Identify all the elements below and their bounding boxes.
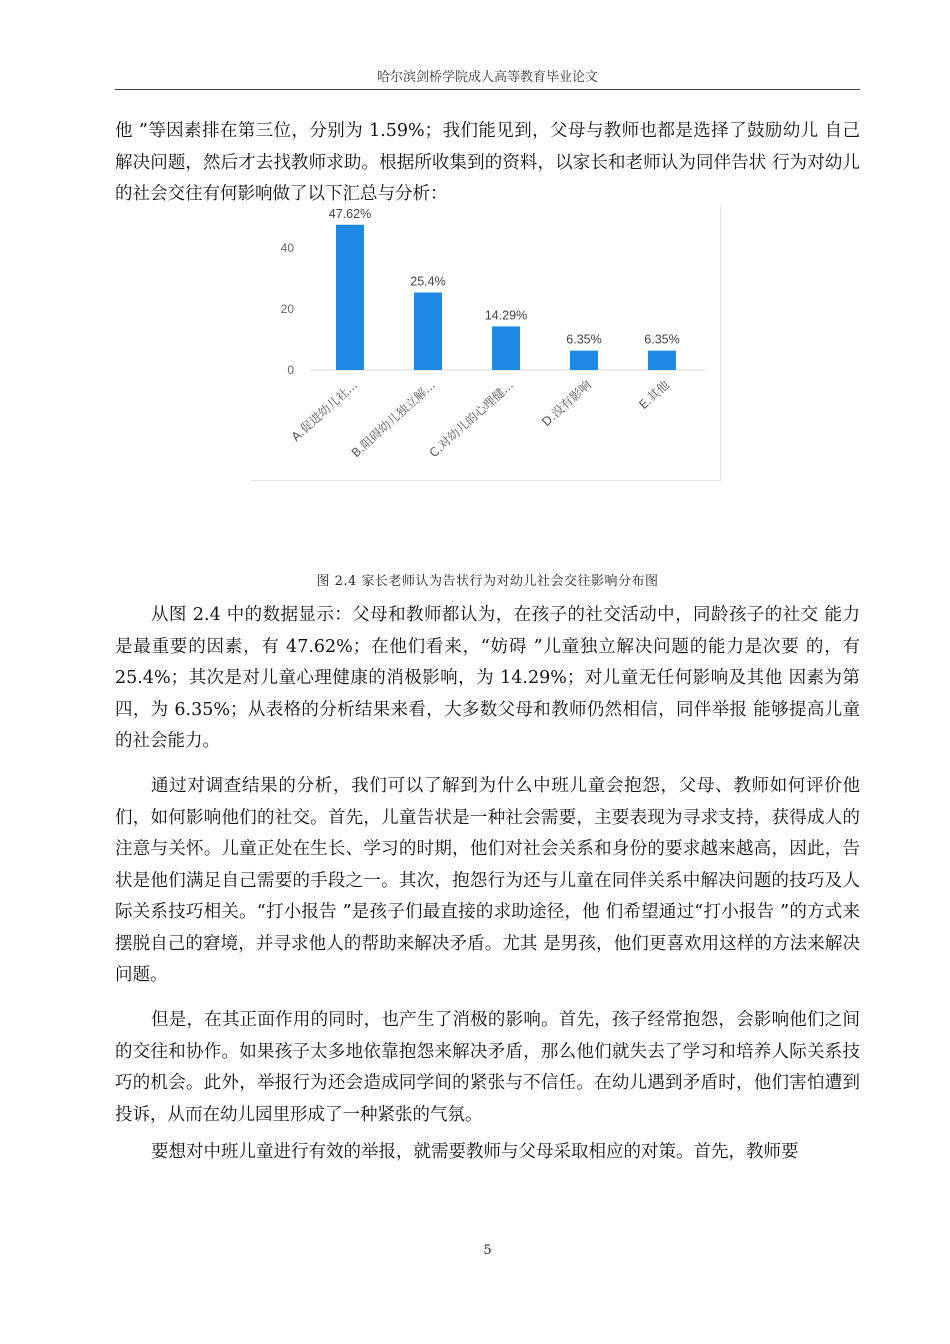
bar-value-label: 47.62% [328,206,372,221]
bar-value-label: 25.4% [410,274,446,289]
bar-chart [250,205,721,481]
body-paragraph-1: 从图 2.4 中的数据显示：父母和教师都认为，在孩子的社交活动中，同龄孩子的社交 能力是最重要的因素，有 47.62%；在他们看来，“妨碍 ”儿童独立解决问题的能力是次要 的，有 25.4%；其次是对儿童心理健康的消极影响，为 14.29%；对儿童无任何影响及其他 因素为第四，为 6.35%；从表格的分析结果来看，大多数父母和教师仍然相信，同伴举报 能够提高儿童的社会能力。 [115,605,860,751]
page-header: 哈尔滨剑桥学院成人高等教育毕业论文 [376,70,598,85]
figure-caption: 图 2.4 家长老师认为告状行为对幼儿社会交往影响分布图 [316,574,659,589]
y-tick-label: 20 [280,302,294,316]
y-tick-label: 0 [287,363,294,377]
x-tick-label: B.阻碍幼儿独立解... [348,377,439,461]
bar-value-label: 6.35% [644,332,680,347]
header-divider [115,89,860,90]
bar-value-label: 14.29% [484,308,528,323]
body-paragraph-4: 要想对中班儿童进行有效的举报，就需要教师与父母采取相应的对策。首先，教师要 [151,1142,799,1162]
bar [648,351,676,370]
bar-chart-svg [250,205,720,480]
x-tick-label: D.没有影响 [539,377,595,430]
body-paragraph-3: 但是，在其正面作用的同时，也产生了消极的影响。首先，孩子经常抱怨，会影响他们之间的交往和协作。如果孩子太多地依靠抱怨来解决矛盾，那么他们就失去了学习和培养人际关系技巧的机会。此外，举报行为还会造成同学间的紧张与不信任。在幼儿遇到矛盾时，他们害怕遭到投诉，从而在幼儿园里形成了一种紧张的气氛。 [115,1010,860,1125]
bar [570,351,598,370]
x-tick-label: E.其他 [636,377,673,412]
bar [336,225,364,370]
bar [492,326,520,370]
body-paragraph-2: 通过对调查结果的分析，我们可以了解到为什么中班儿童会抱怨，父母、教师如何评价他们，如何影响他们的社交。首先，儿童告状是一种社会需要，主要表现为寻求支持，获得成人的注意与关怀。儿童正处在生长、学习的时期，他们对社会关系和身份的要求越来越高，因此，告状是他们满足自己需要的手段之一。其次，抱怨行为还与儿童在同伴关系中解决问题的技巧及人际关系技巧相关。“打小报告 ”是孩子们最直接的求助途径，他 们希望通过“打小报告 ”的方式来摆脱自己的窘境，并寻求他人的帮助来解决矛盾。尤其 是男孩，他们更喜欢用这样的方法来解决问题。 [115,776,860,985]
page-number: 5 [483,1243,492,1258]
bar [414,293,442,370]
x-tick-label: C.对幼儿的心理健... [426,377,517,461]
x-tick-label: A.促进幼儿社... [288,377,361,444]
bar-value-label: 6.35% [566,332,602,347]
y-tick-label: 40 [280,241,294,255]
intro-paragraph: 他 ”等因素排在第三位，分别为 1.59%；我们能见到，父母与教师也都是选择了鼓励幼儿 自己解决问题，然后才去找教师求助。根据所收集到的资料，以家长和老师认为同伴告状 行为对幼儿的社会交往有何影响做了以下汇总与分析： [115,121,860,204]
